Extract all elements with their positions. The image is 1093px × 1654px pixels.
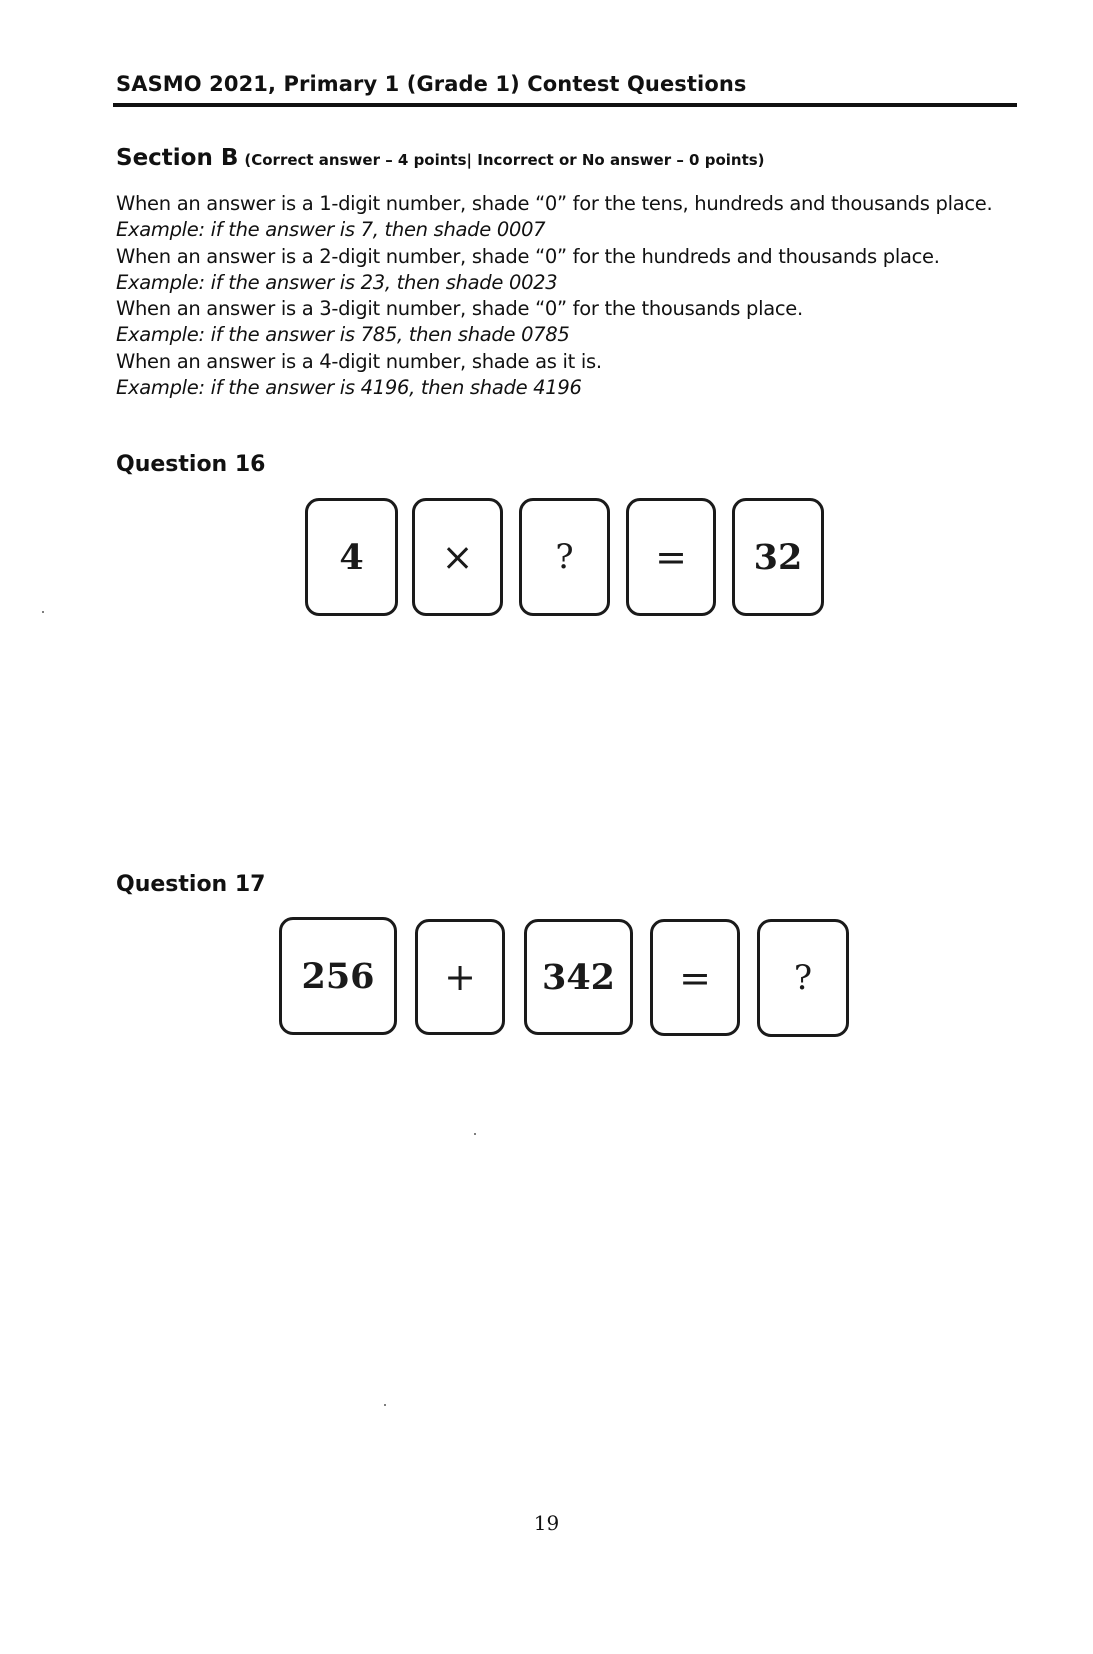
q16-tile-result (732, 498, 824, 616)
instruction-line: When an answer is a 3-digit number, shade “0” for the thousands place. (116, 297, 803, 321)
question-16-title: Question 16 (116, 452, 266, 477)
q17-tile-operand-2 (524, 919, 633, 1035)
q17-unknown-mark: ? (793, 958, 813, 998)
q17-operand-2-value: 342 (541, 956, 616, 998)
section-heading (116, 145, 765, 171)
multiply-sign: × (441, 535, 474, 579)
instruction-example: Example: if the answer is 785, then shade 0785 (116, 323, 570, 347)
q16-unknown-mark: ? (555, 537, 574, 577)
instruction-line: When an answer is a 4-digit number, shade as it is. (116, 349, 602, 373)
instruction-example: Example: if the answer is 4196, then shade 4196 (116, 376, 582, 400)
instructions-block (116, 191, 1036, 401)
header-title: SASMO 2021, Primary 1 (Grade 1) Contest Questions (116, 72, 747, 96)
q16-tile-operator (412, 498, 503, 616)
instruction-line: When an answer is a 2-digit number, shade “0” for the hundreds and thousands place. (116, 244, 940, 268)
q16-result-value: 32 (753, 536, 803, 578)
page-number: 19 (533, 1511, 560, 1535)
header-rule (113, 103, 1017, 107)
q17-tile-operand-1 (279, 917, 397, 1035)
plus-sign: + (444, 955, 476, 999)
q17-tile-operator (415, 919, 505, 1035)
scan-speck (384, 1404, 386, 1406)
instruction-example: Example: if the answer is 7, then shade 0007 (116, 218, 546, 242)
instruction-example: Example: if the answer is 23, then shade 0023 (116, 270, 558, 294)
q16-tile-operand-1 (305, 498, 398, 616)
q16-tile-unknown (519, 498, 610, 616)
scan-speck (474, 1133, 476, 1135)
question-17-title: Question 17 (116, 872, 266, 897)
section-scoring: (Correct answer – 4 points| Incorrect or No answer – 0 points) (244, 151, 765, 169)
instruction-line: When an answer is a 1-digit number, shade “0” for the tens, hundreds and thousands place. (116, 192, 993, 215)
q17-tile-unknown (757, 919, 849, 1037)
equals-sign: = (679, 955, 711, 1000)
q17-operand-1-value: 256 (301, 955, 375, 997)
section-title: Section B (116, 145, 239, 171)
q16-tile-equals (626, 498, 716, 616)
equals-sign: = (655, 535, 687, 579)
q16-tile-text: 4 (339, 536, 364, 578)
q17-tile-equals (650, 919, 740, 1036)
scan-speck (42, 611, 44, 613)
